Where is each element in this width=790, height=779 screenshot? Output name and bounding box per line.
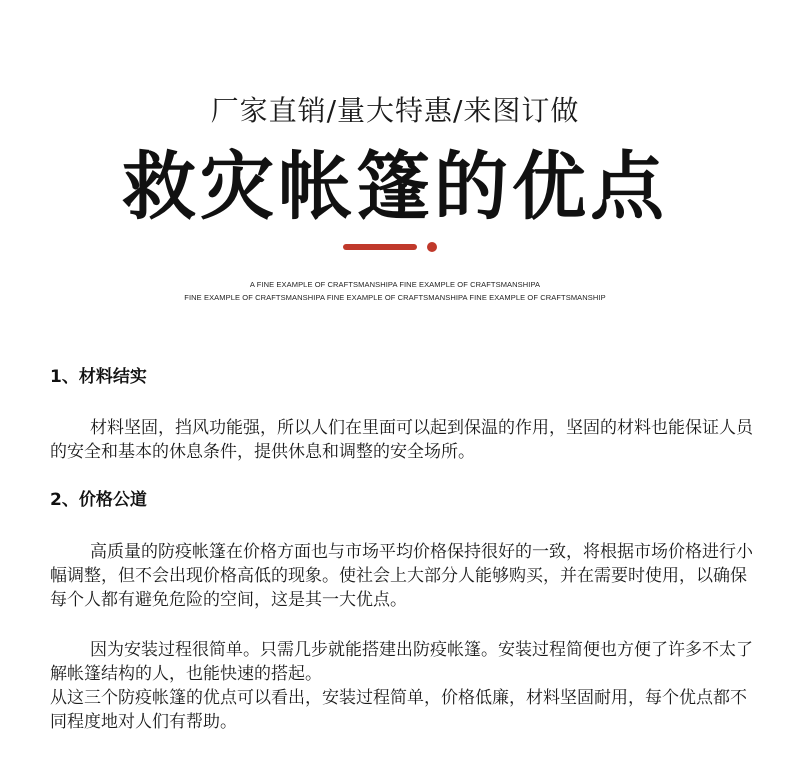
title-divider <box>343 242 443 252</box>
fine-print-line-2: FINE EXAMPLE OF CRAFTSMANSHIPA FINE EXAMPLE OF CRAFTSMANSHIPA FINE EXAMPLE OF CRAFTSMANSHIP <box>184 293 606 302</box>
page-title: 救灾帐篷的优点 <box>122 144 668 230</box>
section-heading-price: 2、价格公道 <box>50 490 147 510</box>
divider-dot <box>427 242 437 252</box>
paragraph-summary: 从这三个防疫帐篷的优点可以看出，安装过程简单，价格低廉，材料坚固耐用，每个优点都不同程度地对人们有帮助。 <box>50 688 747 732</box>
paragraph-price: 高质量的防疫帐篷在价格方面也与市场平均价格保持很好的一致，将根据市场价格进行小幅调整，但不会出现价格高低的现象。使社会上大部分人能够购买，并在需要时使用，以确保每个人都有避免危险的空间，这是其一大优点。 <box>50 542 753 610</box>
paragraph-materials: 材料坚固，挡风功能强，所以人们在里面可以起到保温的作用，坚固的材料也能保证人员的安全和基本的休息条件，提供休息和调整的安全场所。 <box>50 418 753 462</box>
section-heading-materials: 1、材料结实 <box>50 367 147 387</box>
tagline: 厂家直销/量大特惠/来图订做 <box>210 94 580 127</box>
divider-bar <box>343 244 417 250</box>
fine-print-line-1: A FINE EXAMPLE OF CRAFTSMANSHIPA FINE EXAMPLE OF CRAFTSMANSHIPA <box>249 280 541 289</box>
paragraph-installation: 因为安装过程很简单。只需几步就能搭建出防疫帐篷。安装过程简便也方便了许多不太了解帐篷结构的人，也能快速的搭起。 <box>50 640 753 684</box>
